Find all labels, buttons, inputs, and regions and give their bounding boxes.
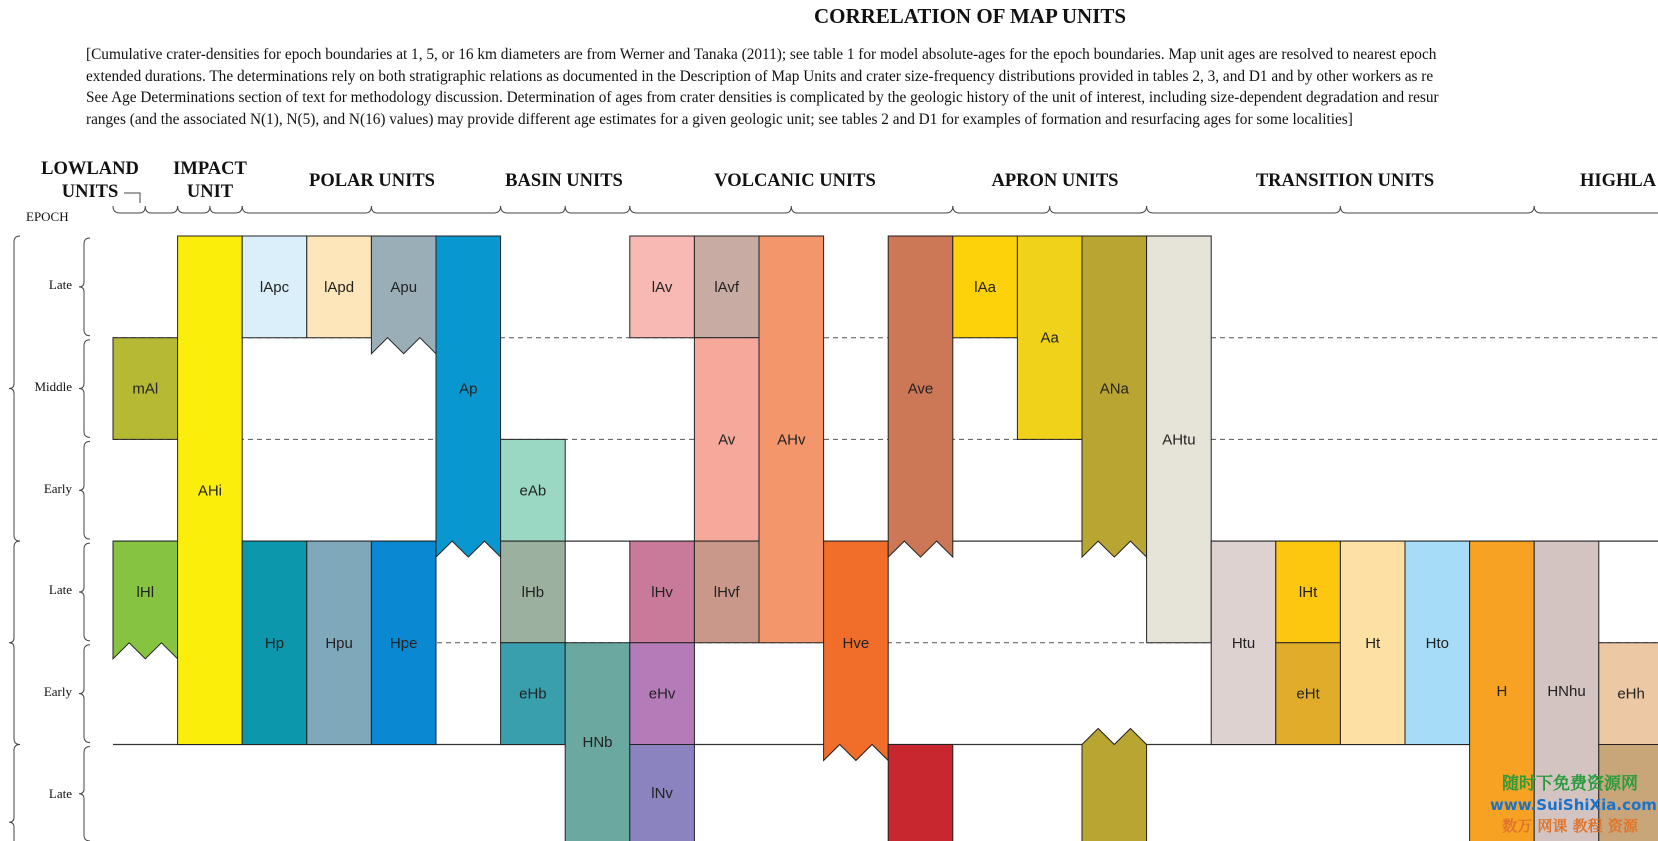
group-brace [178,206,243,213]
page-title: CORRELATION OF MAP UNITS [813,4,1127,28]
epoch-brace [79,441,90,539]
watermark [1490,774,1657,837]
group-label-basin: BASIN UNITS [505,171,623,191]
unit-label: Hp [264,634,285,652]
unit-label: ANa [1099,380,1129,398]
unit-label: Ht [1365,634,1381,652]
unit-label: AHv [777,431,806,449]
unit-label: AHtu [1162,431,1196,449]
epoch-brace [79,747,90,841]
unit-box-unlabeled [1082,729,1147,841]
group-brace [1147,206,1535,213]
group-brace [630,206,953,213]
group-label-polar: POLAR UNITS [309,171,435,191]
unit-label: lNv [651,784,673,802]
unit-label: eHt [1296,685,1320,703]
unit-label: Htu [1231,634,1256,652]
unit-boxes [113,236,1658,841]
unit-label: AHi [197,482,222,500]
unit-label: eAb [519,482,547,500]
unit-label: HNhu [1547,683,1586,701]
group-label-volcanic: VOLCANIC UNITS [714,171,876,191]
unit-label: eHh [1617,685,1645,703]
unit-label: H [1496,683,1508,701]
epoch-brace [79,645,90,743]
unit-label: lHt [1298,583,1318,601]
watermark-line: 随时下免费资源网 [1502,774,1638,794]
epoch-label-middle: Middle [34,379,72,394]
unit-label: lAv [651,278,673,296]
unit-label: lHv [651,583,673,601]
epoch-brace [79,543,90,641]
intro-line: [Cumulative crater-densities for epoch boundaries at 1, 5, or 16 km diameters are from Werner and Tanaka (2011); see table 1 for model absolute-ages for the epoch boundaries. Map unit ages are resolved to nearest epoch [86,46,1437,63]
group-brace [1534,206,1658,213]
epoch-label-late: Late [48,277,72,292]
group-label-line: IMPACT [173,159,247,179]
period-brace [9,541,20,744]
period-brace [9,745,20,841]
epoch-label-early: Early [43,481,72,496]
group-brace [953,206,1147,213]
unit-label: lAa [974,278,996,296]
unit-label: Hpu [325,634,353,652]
unit-label: Ap [459,380,478,398]
unit-label: lHl [136,583,155,601]
watermark-line: 数万 网课 教程 资源 [1502,817,1638,835]
unit-label: Av [718,431,736,449]
unit-label: Apu [390,278,418,296]
unit-label: Hto [1425,634,1449,652]
epoch-brace [79,238,90,336]
epoch-label-late: Late [48,582,72,597]
group-label-line: UNITS [61,182,119,202]
group-label-line: UNIT [186,182,234,202]
unit-label: lHb [521,583,545,601]
unit-label: mAl [132,380,159,398]
group-label-highland: HIGHLA [1580,171,1657,191]
group-label-apron: APRON UNITS [991,171,1119,191]
unit-label: lAvf [714,278,740,296]
epoch-header: EPOCH [26,209,69,224]
epoch-brace [79,340,90,438]
unit-label: HNb [582,733,613,751]
unit-label: lHvf [713,583,740,601]
group-label-transition: TRANSITION UNITS [1255,171,1435,191]
unit-label: Ave [907,380,934,398]
group-brace [113,206,178,213]
unit-label: lApc [259,278,290,296]
group-brace [501,206,630,213]
intro-line: extended durations. The determinations rely on both stratigraphic relations as documented in the Description of Map Units and crater size-frequency distributions provided in tables 2, 3, and D1 and by other workers as re [86,67,1434,85]
intro-line: See Age Determinations section of text for methodology discussion. Determination of ages from crater densities is complicated by the geologic history of the unit of interest, including size-dependent degradation and resur [86,89,1439,107]
unit-label: Hve [842,634,870,652]
epoch-label-late: Late [48,786,72,801]
intro-line: ranges (and the associated N(1), N(5), and N(16) values) may provide different age estimates for a given geologic unit; see tables 2 and D1 for examples of formation and resurfacing ages for some localities] [86,110,1353,128]
unit-box-unlabeled [888,745,953,841]
unit-label: eHv [648,685,676,703]
unit-label: lApd [324,278,355,296]
unit-label: Hpe [389,634,418,652]
group-leader [124,193,140,203]
period-brace [9,236,20,541]
unit-label: eHb [519,685,547,703]
group-label-line: LOWLAND [41,159,139,179]
unit-label: Aa [1040,329,1059,347]
epoch-label-early: Early [43,684,72,699]
watermark-line: www.SuiShiXia.com [1490,796,1657,814]
group-brace [242,206,500,213]
